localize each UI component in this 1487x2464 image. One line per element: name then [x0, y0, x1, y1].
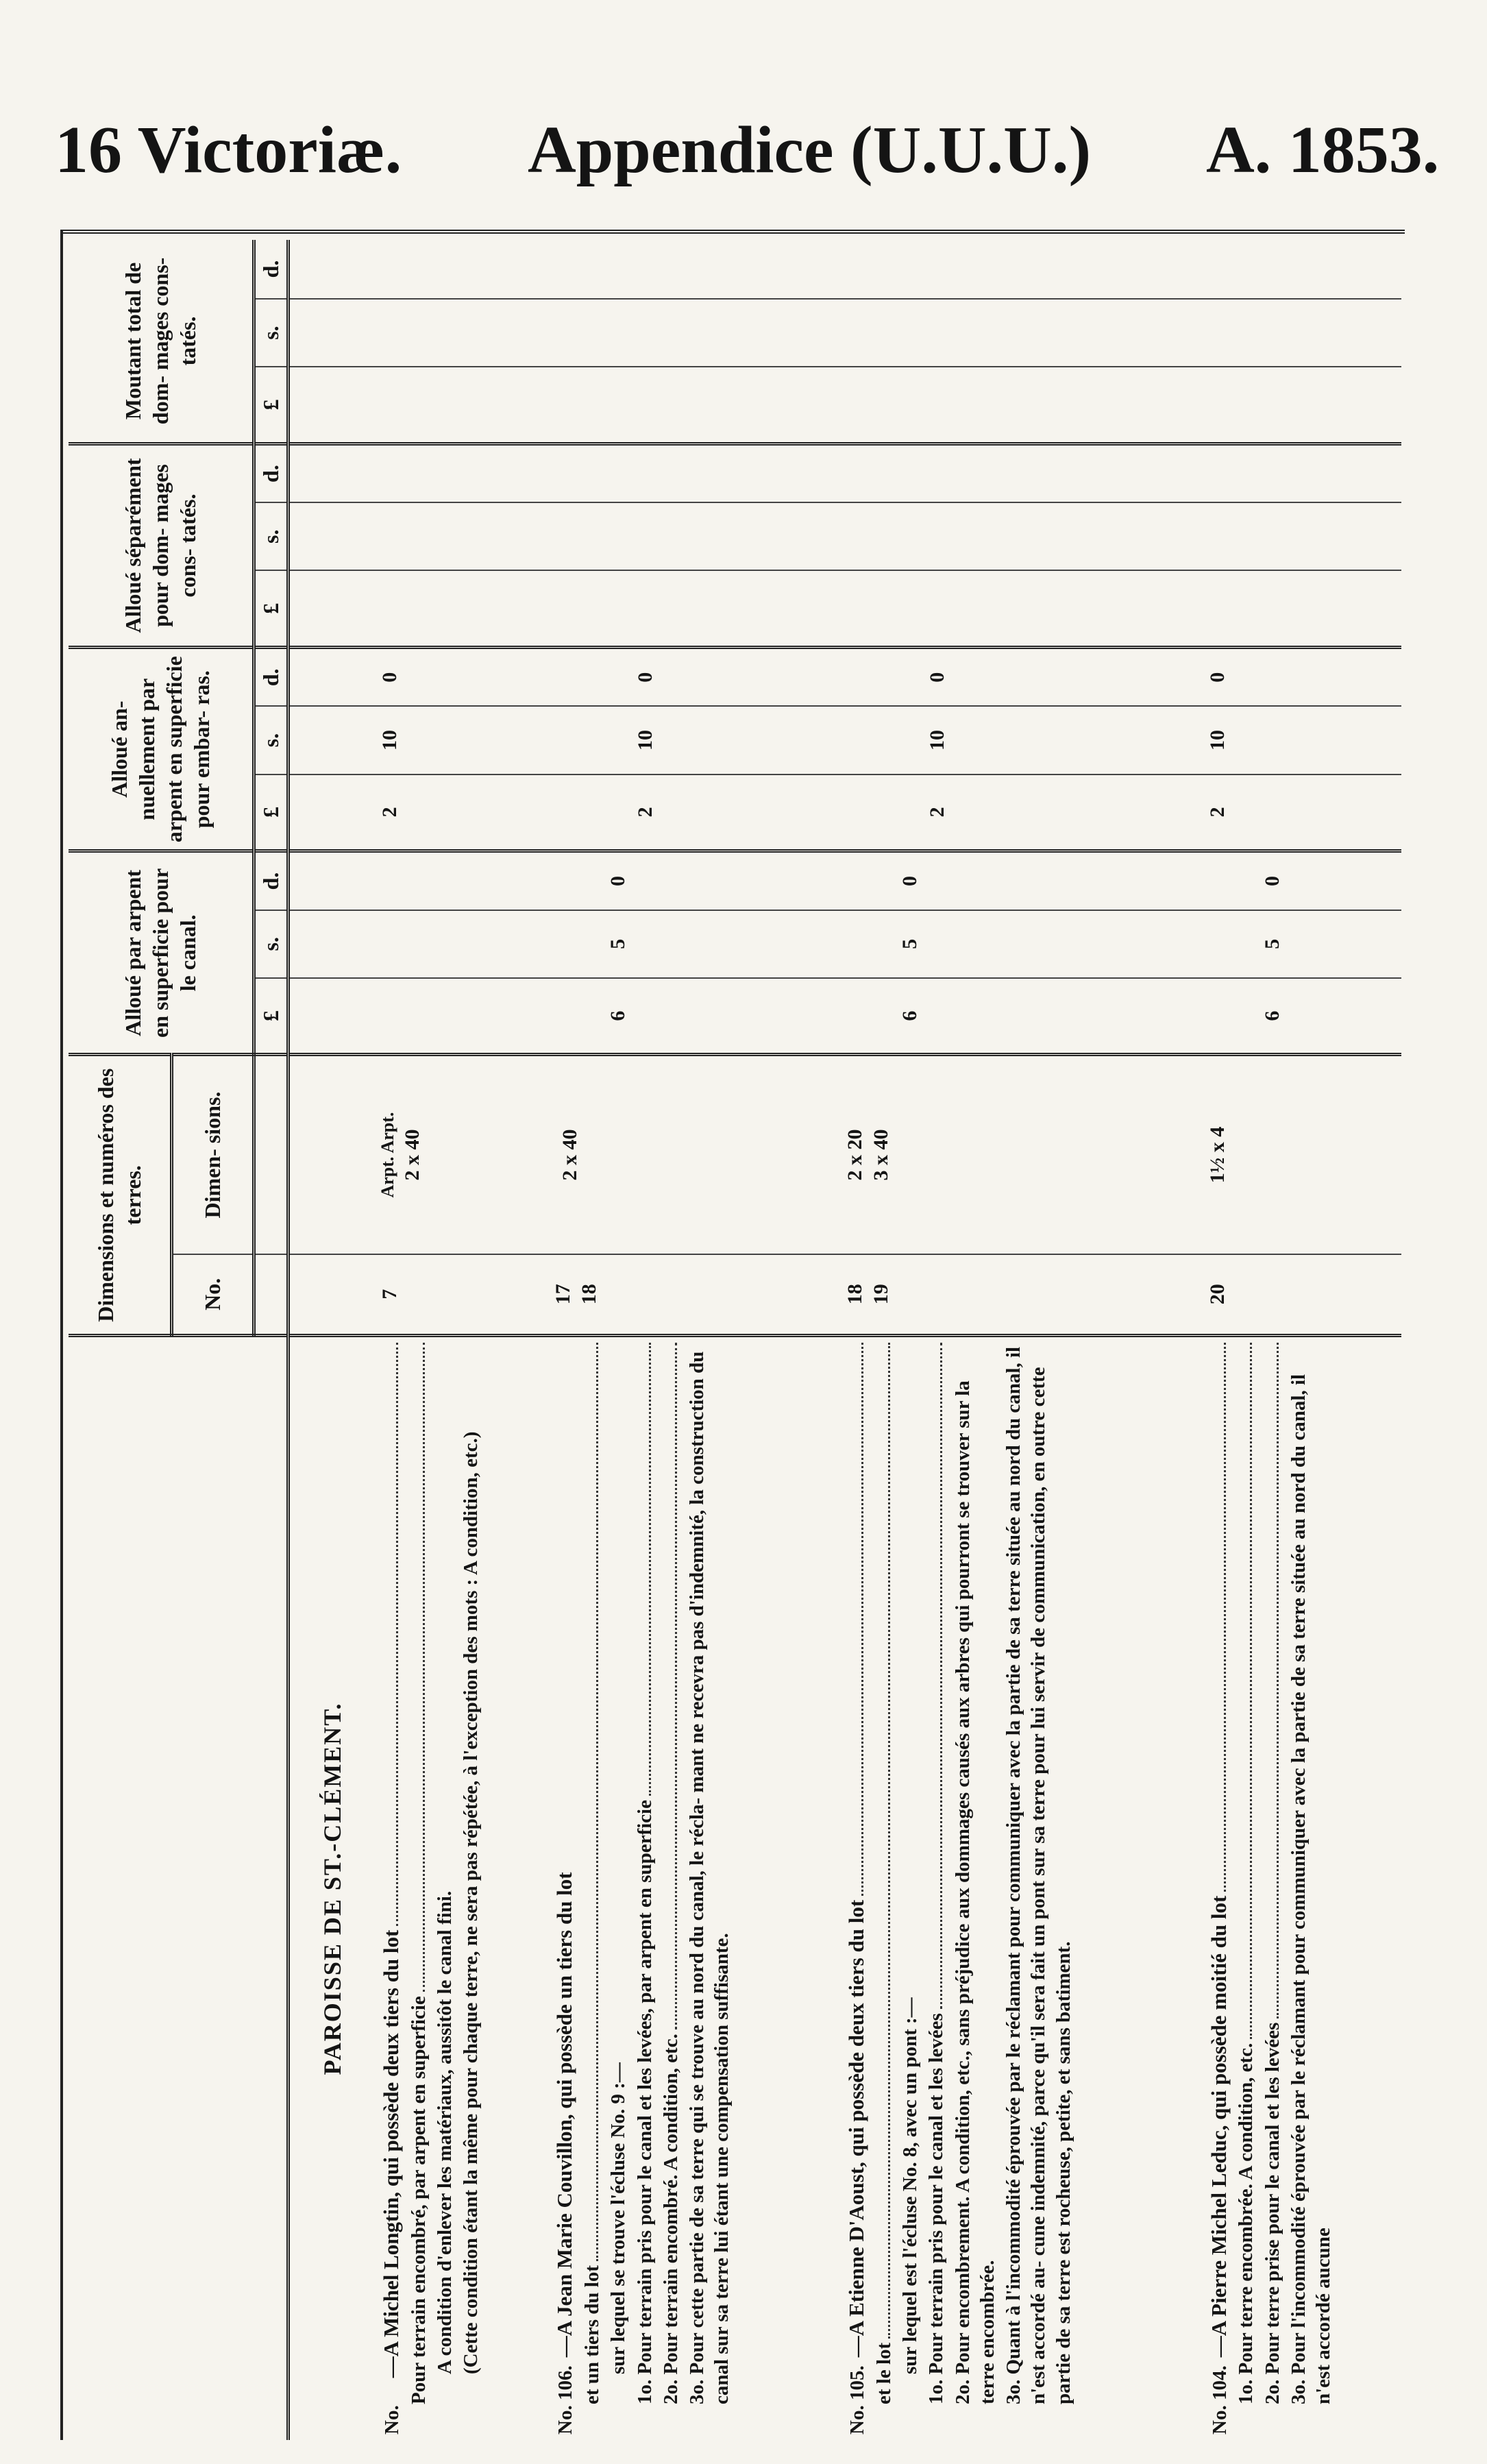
annuel-pence: 0 — [1184, 648, 1401, 707]
entry-line: (Cette condition étant la même pour chaque terre, ne sera pas répétée, à l'exception des mots : A condition, etc.) — [460, 1431, 482, 2374]
alloue-canal-header: Alloué par arpent en superficie pour le canal. — [69, 851, 254, 1055]
shilling-unit: s. — [254, 502, 288, 570]
alloue-annuel-header: Alloué an- nuellement par arpent en superficie pour embar- ras. — [69, 648, 254, 851]
canal-pence: 0 — [1184, 851, 1401, 910]
annuel-shillings: 10 — [822, 706, 1184, 774]
entry-line: 1o. Pour terrain pris pour le canal et les levées — [925, 2013, 948, 2404]
pound-unit: £ — [254, 570, 288, 647]
entry-line: 2o. Pour terre prise pour le canal et les levées — [1261, 2022, 1283, 2404]
canal-pence: 0 — [822, 851, 1184, 910]
canal-shillings: 5 — [822, 910, 1184, 978]
entry-title: —A Pierre Michel Leduc, qui possède moitié du lot — [1206, 1895, 1231, 2358]
entry-line: 1o. Pour terre encombrée. A condition, etc. — [1235, 2042, 1257, 2404]
shilling-unit: s. — [254, 910, 288, 978]
lot-dimension: 1½ x 4 — [1184, 1055, 1401, 1254]
ledger-entry — [377, 240, 530, 2440]
pound-unit: £ — [254, 367, 288, 443]
alloue-separ-header: Alloué séparément pour dom- mages cons- tatés. — [69, 443, 254, 647]
dimension-units: Arpt. Arpt. — [378, 1112, 397, 1198]
entry-line: sur lequel se trouve l'écluse No. 9 :— — [607, 2062, 630, 2374]
entry-line: 1o. Pour terrain pris pour le canal et les levées, par arpent en superficie — [633, 1800, 656, 2404]
canal-pounds: 6 — [1184, 978, 1401, 1055]
dimensions-group-header: Dimensions et numéros des terres. — [69, 1055, 171, 1335]
entry-title: —A Etienne D'Aoust, qui possède deux tiers du lot — [844, 1899, 869, 2358]
header-year: A. 1853. — [1206, 113, 1440, 187]
entry-title: —A Jean Marie Couvillon, qui possède un tiers du lot — [552, 1872, 577, 2358]
lot-dimension: 2 x 40 — [400, 1129, 423, 1181]
entry-line: Pour terrain encombré, par arpent en superficie — [407, 1996, 430, 2404]
lot-number: 17 — [552, 1284, 575, 1305]
pence-unit: d. — [254, 648, 288, 707]
canal-shillings: 5 — [530, 910, 822, 978]
entry-line: et un tiers du lot — [581, 2265, 604, 2404]
annuel-pounds: 2 — [377, 774, 530, 851]
pence-unit: d. — [254, 240, 288, 299]
lot-dimension: 2 x 20 — [844, 1129, 867, 1181]
no-header: No. — [171, 1254, 254, 1336]
lot-dimension: 2 x 40 — [530, 1055, 822, 1254]
paroisse-title: PAROISSE DE ST.-CLÉMENT. — [318, 1702, 346, 2075]
pound-unit: £ — [254, 774, 288, 851]
top-rule — [60, 230, 1405, 234]
ledger-entry — [530, 240, 822, 2440]
entry-number: No. 104. — [1208, 2365, 1231, 2435]
rotated-ledger — [69, 240, 1401, 2440]
lot-number: 18 — [577, 1284, 600, 1305]
ledger-table — [69, 240, 1401, 2440]
ledger-entry — [822, 240, 1184, 2440]
pence-unit: d. — [254, 851, 288, 910]
ledger-entry — [1184, 240, 1401, 2440]
dimensions-header: Dimen- sions. — [171, 1055, 254, 1254]
annuel-pence: 0 — [822, 648, 1184, 707]
entry-line: 3o. Pour l'incommodité éprouvée par le réclamant pour communiquer avec la partie de sa terre située au nord du canal, il n'est accordé aucune — [1287, 1374, 1335, 2404]
entry-line: 3o. Quant à l'incommodité éprouvée par le réclamant pour communiquer avec la partie de sa terre située au nord du canal, il n'est accordé au- cune indemnité, parce qu'il sera fait un pont sur sa terre pour lui servir de communication, en outre cette partie de sa terre est rocheuse, petite, et sans batiment. — [1003, 1346, 1074, 2404]
entry-number: No. 105. — [846, 2365, 869, 2435]
annuel-pence: 0 — [530, 648, 822, 707]
annuel-pounds: 2 — [1184, 774, 1401, 851]
pence-unit: d. — [254, 443, 288, 502]
header-appendix: Appendice (U.U.U.) — [528, 113, 1092, 187]
entry-number: No. 106. — [554, 2365, 577, 2435]
entry-line: 3o. Pour cette partie de sa terre qui se trouve au nord du canal, le récla- mant ne recevra pas d'indemnité, la construction du canal sur sa terre lui étant une compensation suffisante. — [686, 1351, 733, 2404]
entry-line: 2o. Pour encombrement. A condition, etc., sans préjudice aux dommages causés aux arbres qui pourront se trouver sur la terre encombrée. — [951, 1380, 998, 2404]
canal-pence: 0 — [530, 851, 822, 910]
shilling-unit: s. — [254, 706, 288, 774]
entry-line: sur lequel est l'écluse No. 8, avec un pont :— — [899, 1997, 922, 2374]
canal-shillings: 5 — [1184, 910, 1401, 978]
annuel-shillings: 10 — [530, 706, 822, 774]
lot-dimension: 3 x 40 — [869, 1129, 892, 1181]
canal-pounds: 6 — [822, 978, 1184, 1055]
header-session: 16 Victoriæ. — [55, 113, 402, 187]
entry-line: et le lot — [872, 2342, 895, 2404]
entry-line: A condition d'enlever les matériaux, aussitôt le canal fini. — [434, 1890, 456, 2374]
lot-number: 19 — [869, 1284, 892, 1305]
annuel-pounds: 2 — [822, 774, 1184, 851]
pound-unit: £ — [254, 978, 288, 1055]
shilling-unit: s. — [254, 299, 288, 367]
annuel-shillings: 10 — [1184, 706, 1401, 774]
lot-number: 7 — [377, 1254, 530, 1336]
entry-line: 2o. Pour terrain encombré. A condition, etc. — [659, 2034, 682, 2404]
entry-number: No. — [381, 2405, 403, 2435]
lot-number: 20 — [1184, 1254, 1401, 1336]
annuel-pence: 0 — [377, 648, 530, 707]
canal-pounds: 6 — [530, 978, 822, 1055]
annuel-shillings: 10 — [377, 706, 530, 774]
annuel-pounds: 2 — [530, 774, 822, 851]
description-column-header — [69, 1335, 288, 2440]
lot-number: 18 — [844, 1284, 867, 1305]
entry-title: —A Michel Longtin, qui possède deux tiers du lot — [379, 1929, 403, 2378]
moutant-header: Moutant total de dom- mages cons- tatés. — [69, 240, 254, 443]
